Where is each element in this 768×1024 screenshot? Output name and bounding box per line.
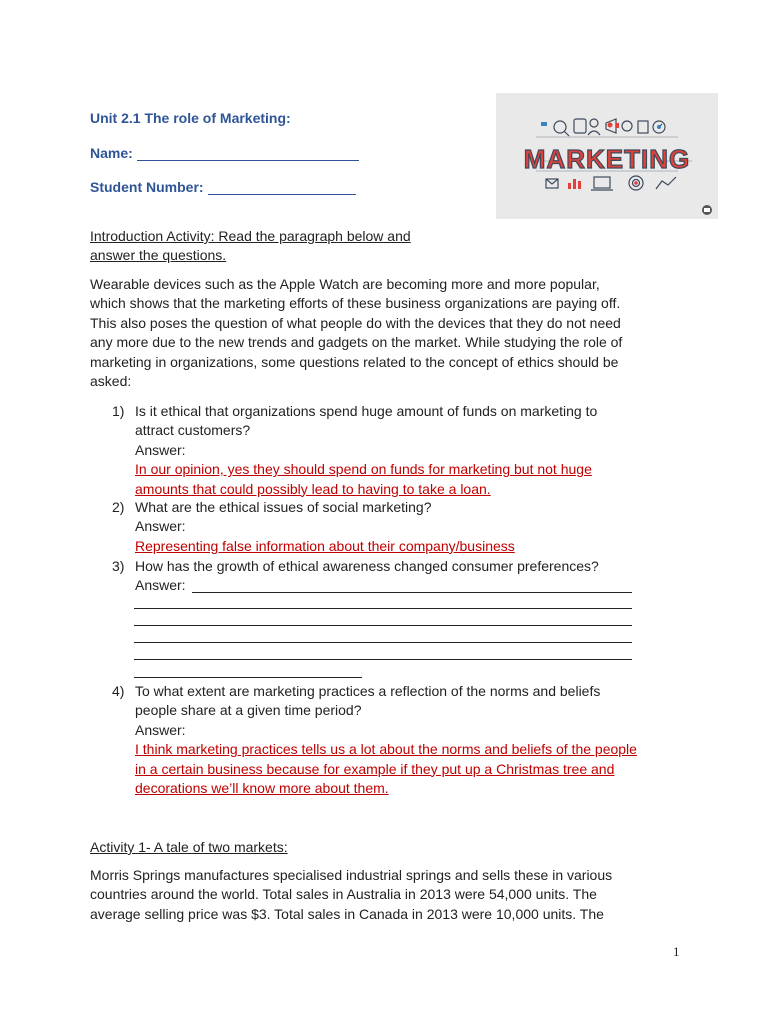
chart-icon (656, 177, 676, 189)
question-4: 4) To what extent are marketing practices a reflection of the norms and beliefs people share at a given time period? Answer: I think marketing practices tells us a lot about the norms and beliefs of the people in a certain business because for example if they put up a Christmas tree and decorations we’ll know more about them. (112, 682, 672, 798)
name-label: Name: (90, 145, 133, 161)
person-icon (590, 119, 598, 127)
corner-badge-icon (702, 205, 712, 215)
answer-blank-line[interactable] (134, 659, 632, 660)
answer-blank-line[interactable] (134, 642, 632, 643)
page-number: 1 (673, 944, 680, 959)
question-number: 3) (112, 558, 125, 574)
answer-text: in a certain business because for example if they put up a Christmas tree and (135, 760, 615, 777)
answer-label: Answer: (135, 721, 186, 738)
answer-label: Answer: (135, 441, 186, 458)
intro-paragraph: Wearable devices such as the Apple Watch are becoming more and more popular, which shows that the marketing efforts of these business organizations are paying off. This also poses the question of what people do with the devices that they do not need any more due to the new trends and gadgets on the market. While studying the role of marketing in organizations, some questions related to the concept of ethics should be asked: (90, 276, 623, 390)
marketing-illustration (496, 93, 718, 219)
student-number-label: Student Number: (90, 179, 204, 195)
intro-heading-line1: Introduction Activity: Read the paragraph below and (90, 228, 411, 244)
document-icon (574, 119, 586, 133)
activity1-heading: Activity 1- A tale of two markets: (90, 839, 288, 855)
gear-icon (622, 121, 632, 131)
marketing-illustration-svg (496, 93, 718, 219)
question-2: 2) What are the ethical issues of social marketing? Answer: Representing false information about their company/business (112, 498, 672, 556)
answer-text: In our opinion, yes they should spend on funds for marketing but not huge (135, 461, 592, 478)
name-field[interactable] (90, 145, 359, 161)
student-number-field[interactable] (90, 179, 356, 195)
answer-text: I think marketing practices tells us a lot about the norms and beliefs of the people (135, 741, 637, 758)
answer-blank-line[interactable] (192, 592, 632, 593)
question-number: 1) (112, 403, 125, 419)
activity1-paragraph: Morris Springs manufactures specialised industrial springs and sells these in various countries around the world. Total sales in Australia in 2013 were 54,000 units. The average selling price was $3. Total sales in Canada in 2013 were 10,000 units. The (90, 867, 613, 922)
answer-text: Representing false information about their company/business (135, 537, 515, 554)
question-number: 2) (112, 499, 125, 515)
answer-label: Answer: (135, 518, 186, 535)
answer-blank-line[interactable] (134, 625, 632, 626)
name-blank[interactable] (137, 146, 359, 161)
clipboard-icon (638, 121, 648, 133)
mail-icon (541, 122, 547, 126)
answer-text: decorations we’ll know more about them. (135, 780, 389, 797)
laptop-icon (594, 177, 610, 188)
page-title: Unit 2.1 The role of Marketing: (90, 110, 291, 126)
marketing-word: MARKETING (523, 144, 691, 174)
question-1: 1) Is it ethical that organizations spend huge amount of funds on marketing to attract customers? Answer: In our opinion, yes they should spend on funds for marketing but not huge amounts that could possibly lead to having to take a loan. (112, 402, 672, 499)
bar-chart-icon (568, 183, 571, 189)
question-3: 3) How has the growth of ethical awareness changed consumer preferences? Answer: (112, 557, 672, 596)
answer-text: amounts that could possibly lead to having to take a loan. (135, 480, 491, 497)
answer-blank-line[interactable] (134, 608, 632, 609)
answer-blank-line[interactable] (134, 677, 362, 678)
answer-label: Answer: (135, 577, 186, 594)
student-number-blank[interactable] (208, 180, 356, 195)
intro-heading-line2: answer the questions. (90, 247, 227, 263)
question-number: 4) (112, 683, 125, 699)
